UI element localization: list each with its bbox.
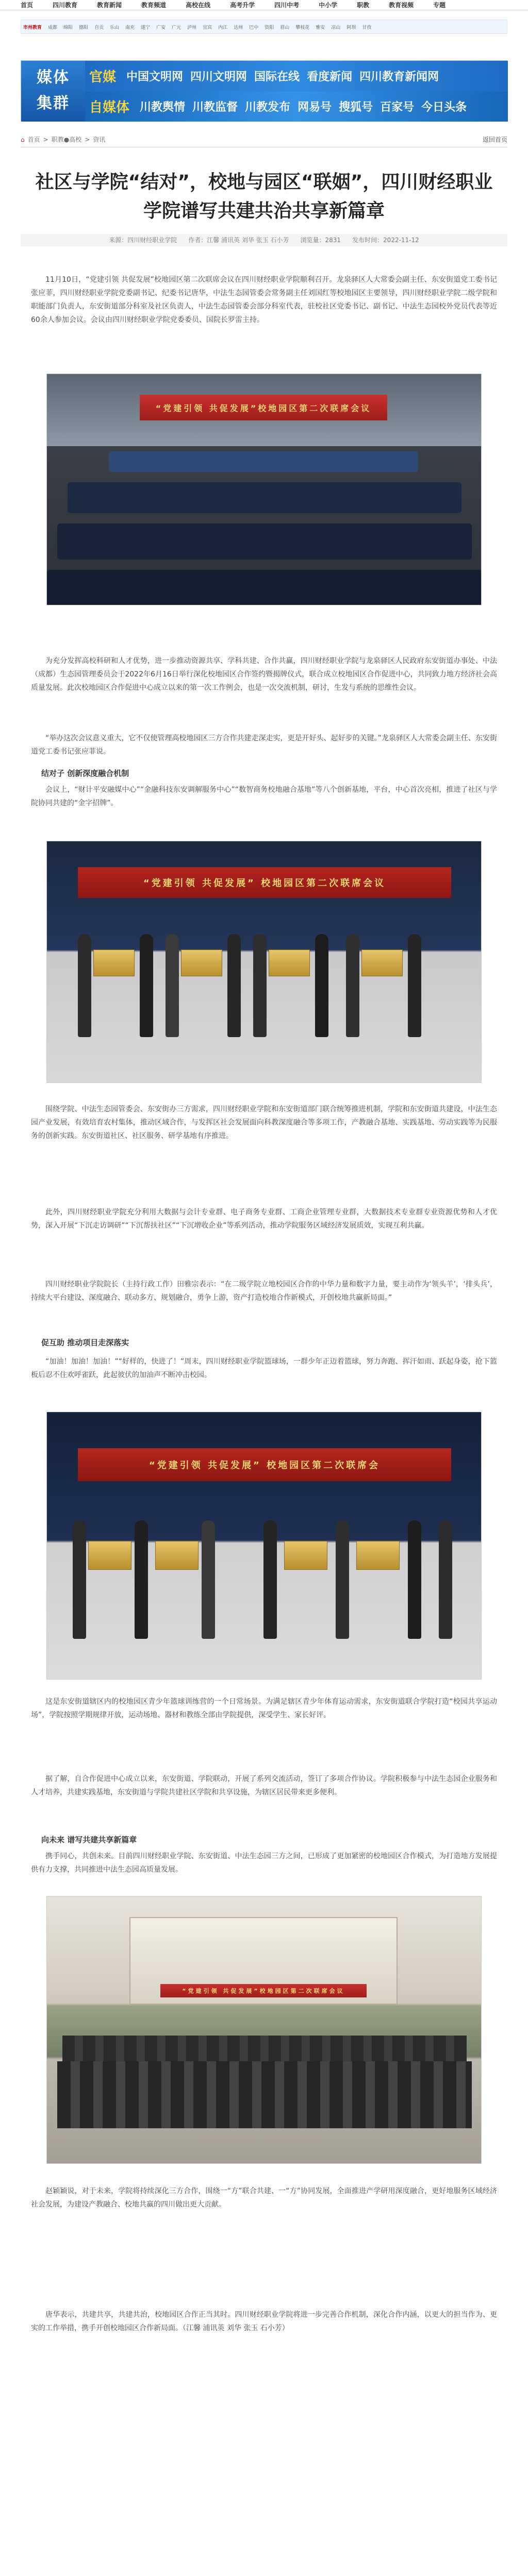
article-paragraph: 11月10日，“党建引领 共促发展”校地园区第二次联席会议在四川财经职业学院顺利召开。龙泉驿区人大常委会副主任、东安街道党工委书记张应菲，四川财经职业学院党委副书记、纪委书记唐华，中法生态园管委会常务副主任刘国红等校地园区主要领导，四川财经职业学院二级学院和职能部门负责人，东安街道部分科室及社区负责人，中法生态园管委会部分科室代表，驻校社区党委书记、副书记、中法生态园校外党员代表等近60余人参加会议。会议由四川财经职业学院党委委员、国院长罗雷主持。 xyxy=(31,276,497,324)
self-media-row xyxy=(85,91,508,122)
media-link[interactable]: 川教发布 xyxy=(245,101,291,114)
article-paragraph: 赵颖颖说，对于未来，学院将持续深化三方合作，围绕一“方”联合共建、一“方”协同发展，全面推进产学研用深度融合，更好地服务区域经济社会发展，为建设产教融合、校地共赢的四川做出更大贡献。 xyxy=(31,2187,497,2209)
media-link[interactable]: 网易号 xyxy=(298,101,332,114)
city-link[interactable]: 凉山 xyxy=(331,25,341,30)
media-cluster-logo xyxy=(21,61,85,122)
views-count: 2831 xyxy=(325,236,341,244)
article-publish-time: 发布时间：2022-11-12 xyxy=(352,236,419,244)
media-link[interactable]: 川教舆情 xyxy=(140,101,186,114)
section-subtitle: 向未来 谱写共建共享新篇章 xyxy=(41,1835,137,1844)
city-link[interactable]: 自贡 xyxy=(94,25,104,30)
city-link[interactable]: 泸州 xyxy=(187,25,197,30)
breadcrumb-news[interactable]: 资讯 xyxy=(93,136,106,143)
city-link[interactable]: 德阳 xyxy=(79,25,89,30)
article-title xyxy=(21,168,507,226)
section-subtitle: 促互助 推动项目走深落实 xyxy=(41,1338,129,1347)
city-link[interactable]: 雅安 xyxy=(316,25,325,30)
city-link[interactable]: 广元 xyxy=(172,25,182,30)
article-source: 来源：四川财经职业学院 xyxy=(109,236,177,244)
breadcrumb-separator: > xyxy=(43,136,48,143)
media-link[interactable]: 搜狐号 xyxy=(339,101,373,114)
breadcrumb-home[interactable]: 首页 xyxy=(27,136,40,143)
nav-video[interactable]: 教育视频 xyxy=(389,2,414,9)
photo-banner-text: “党建引领 共促发展”校地园区第二次联席会议 xyxy=(160,1984,367,1997)
city-link[interactable]: 眉山 xyxy=(280,25,290,30)
article-paragraph: 唐华表示，共建共享，共建共治，校地园区合作正当其时。四川财经职业学院将进一步完善合作机制，深化合作内涵，以更大的担当作为、更实的工作举措，携手开创校地园区合作新局面。（江馨 浦讯英 刘华 张玉 石小芳） xyxy=(31,2311,497,2332)
city-link[interactable]: 内江 xyxy=(218,25,228,30)
media-link[interactable]: 四川文明网 xyxy=(190,71,248,83)
media-link[interactable]: 川教监督 xyxy=(192,101,238,114)
photo-banner-text: “党建引领 共促发展” 校地园区第二次联席会议 xyxy=(78,867,451,898)
breadcrumb-separator: > xyxy=(85,136,90,143)
article-paragraph: “举办这次会议意义重大，它不仅使管理高校地园区三方合作共建走深走实，更是开好头、起好步的关键。”龙泉驿区人大常委会副主任、东安街道党工委书记张应菲说。 xyxy=(31,734,497,756)
media-cluster-banner xyxy=(21,60,507,121)
city-link[interactable]: 绵阳 xyxy=(63,25,73,30)
article-paragraph: 为充分发挥高校科研和人才优势，进一步推动资源共享、学科共建、合作共赢，四川财经职业学院与龙泉驿区人民政府东安街道办事处、中法（成都）生态园管理委员会于2022年6月16日举行深化校地园区合作签约暨揭牌仪式，联合成立校地园区合作促进中心，共同致力地方经济社会高质量发展。此次校地园区合作促进中心成立以来的第一次工作例会，也是一次交流机制，研讨，生发与系统的思维性会议。 xyxy=(31,657,497,692)
nav-vocational[interactable]: 职教 xyxy=(357,2,370,9)
media-link[interactable]: 四川教育新闻网 xyxy=(359,71,439,83)
city-link[interactable]: 攀枝花 xyxy=(295,25,310,30)
article-paragraph: 携手同心，共创未来。目前四川财经职业学院、东安街道、中法生态园三方之间，已形成了更加紧密的校地园区合作模式，为打造地方发展提供有力支撑，共同推进中法生态园高质量发展。 xyxy=(31,1852,497,1874)
nav-education-news[interactable]: 教育新闻 xyxy=(97,2,122,9)
breadcrumb-vocational[interactable]: 职教●高校 xyxy=(51,136,82,143)
nav-topics[interactable]: 专题 xyxy=(433,2,446,9)
city-link[interactable]: 遂宁 xyxy=(141,25,151,30)
group-photo xyxy=(46,1896,482,2164)
city-link[interactable]: 南充 xyxy=(125,25,135,30)
media-link[interactable]: 中国文明网 xyxy=(126,71,184,83)
article-paragraph: “加油！加油！加油！”“好样的，快进了！”周末，四川财经职业学院篮球场，一群少年正迈着篮球，努力奔跑、挥汗如雨、跃起身姿，抢下篮板后忍不住欢呼雀跃，此起彼伏的加油声不断冲击校园。 xyxy=(31,1358,497,1379)
media-link[interactable]: 看度新闻 xyxy=(307,71,353,83)
home-icon: ⌂ xyxy=(21,136,25,143)
award-ceremony-photo-2 xyxy=(46,1412,482,1680)
article-paragraph: 四川财经职业学院院长（主持行政工作）田雅宗表示：“在二级学院立地校园区合作的中华力量和数字力量，要主动作为‘领头羊’，‘排头兵’，持续大平台建设、深度融合、联动多方、规划融合，勇争上游，资产打造校地合作新模式，开创校地共赢新局面。” xyxy=(31,1280,497,1302)
title-line-2: 学院谱写共建共治共享新篇章 xyxy=(143,200,385,222)
city-bar-label: 市州教育 xyxy=(23,25,42,30)
city-link[interactable]: 甘孜 xyxy=(362,25,372,30)
city-bar xyxy=(21,20,507,34)
city-link[interactable]: 达州 xyxy=(234,25,243,30)
breadcrumb xyxy=(21,132,507,147)
self-media-label: 自媒体 xyxy=(89,100,130,115)
nav-gaokao[interactable]: 高考升学 xyxy=(230,2,255,9)
logo-line-2: 集群 xyxy=(37,94,70,112)
article-paragraph: 此外，四川财经职业学院充分利用大数据与会计专业群、电子商务专业群、工商企业管理专业群，大数据技术专业群专业资源优势和人才优势，深入开展“下沉走访调研”“下沉帮扶社区”“下沉增收企业”等系列活动，推动学院服务区域经济发展质效，实现互利共赢。 xyxy=(31,1208,497,1230)
photo-banner-text: “党建引领 共促发展”校地园区第二次联席会议 xyxy=(140,395,387,420)
city-link[interactable]: 巴中 xyxy=(249,25,259,30)
article-author: 作者：江馨 浦讯英 刘华 张玉 石小芳 xyxy=(188,236,289,244)
nav-home[interactable]: 首页 xyxy=(21,2,34,9)
city-link[interactable]: 宜宾 xyxy=(203,25,212,30)
article-views xyxy=(300,234,341,246)
media-link[interactable]: 今日头条 xyxy=(421,101,467,114)
nav-sichuan-education[interactable]: 四川教育 xyxy=(53,2,78,9)
conference-photo xyxy=(46,374,482,605)
nav-education-channel[interactable]: 教育频道 xyxy=(141,2,167,9)
article-paragraph: 围绕学院、中法生态园管委会、东安街办三方需求，四川财经职业学院和东安街道部门联合统筹推进机制，学院和东安街道共建设，中法生态园产业发展，有效培育农村集体，推动区域合作，与发挥区社会发展面向科教深度融合等多项工作，产教融合基地、实践基地、劳动实践等为民服务的创新实践。东安街道社区、社区服务、研学基地有序推进。 xyxy=(31,1105,497,1140)
article-paragraph: 这是东安街道辖区内的校地园区青少年篮球训练营的一个日常场景。为满足辖区青少年体育运动需求，东安街道联合学院打造“校园共享运动场”，学院按照学期规律开放，运动场地、器材和教练全部由学院提供，深受学生、家长好评。 xyxy=(31,1698,497,1719)
back-home-link[interactable]: 返回首页 xyxy=(482,136,507,143)
nav-university[interactable]: 高校在线 xyxy=(186,2,211,9)
title-line-1: 社区与学院“结对”，校地与园区“联姻”，四川财经职业 xyxy=(35,172,493,193)
official-media-label: 官媒 xyxy=(89,70,117,85)
award-ceremony-photo xyxy=(46,841,482,1083)
article-paragraph: 会议上，“财计平安融媒中心”“金融科技东安调解服务中心”“数智商务校地融合基地”等八个创新基地，平台，中心首次亮相，推进了社区与学院协同共建的“金字招牌”。 xyxy=(31,786,497,807)
nav-zhongkao[interactable]: 四川中考 xyxy=(274,2,300,9)
media-link[interactable]: 百家号 xyxy=(380,101,415,114)
official-media-row xyxy=(85,61,508,91)
city-link[interactable]: 阿坝 xyxy=(346,25,356,30)
media-link[interactable]: 国际在线 xyxy=(254,71,300,83)
views-label: 浏览量： xyxy=(300,236,325,244)
article-meta xyxy=(21,234,507,246)
top-navigation xyxy=(0,0,528,10)
logo-line-1: 媒体 xyxy=(37,69,70,87)
article-paragraph: 据了解，自合作促进中心成立以来，东安街道、学院联动，开展了系列交流活动，签订了多项合作协议。学院积极参与中法生态园企业服务和人才培养，共建实践基地，东安街道与学院共建社区学院和共享设施，为辖区居民带来更多便利。 xyxy=(31,1775,497,1797)
city-link[interactable]: 乐山 xyxy=(110,25,120,30)
city-link[interactable]: 资阳 xyxy=(265,25,274,30)
city-link[interactable]: 广安 xyxy=(156,25,166,30)
nav-k12[interactable]: 中小学 xyxy=(319,2,338,9)
photo-banner-text: “党建引领 共促发展” 校地园区第二次联席会 xyxy=(78,1448,451,1481)
city-link[interactable]: 成都 xyxy=(48,25,58,30)
section-subtitle: 结对子 创新深度融合机制 xyxy=(41,769,129,778)
